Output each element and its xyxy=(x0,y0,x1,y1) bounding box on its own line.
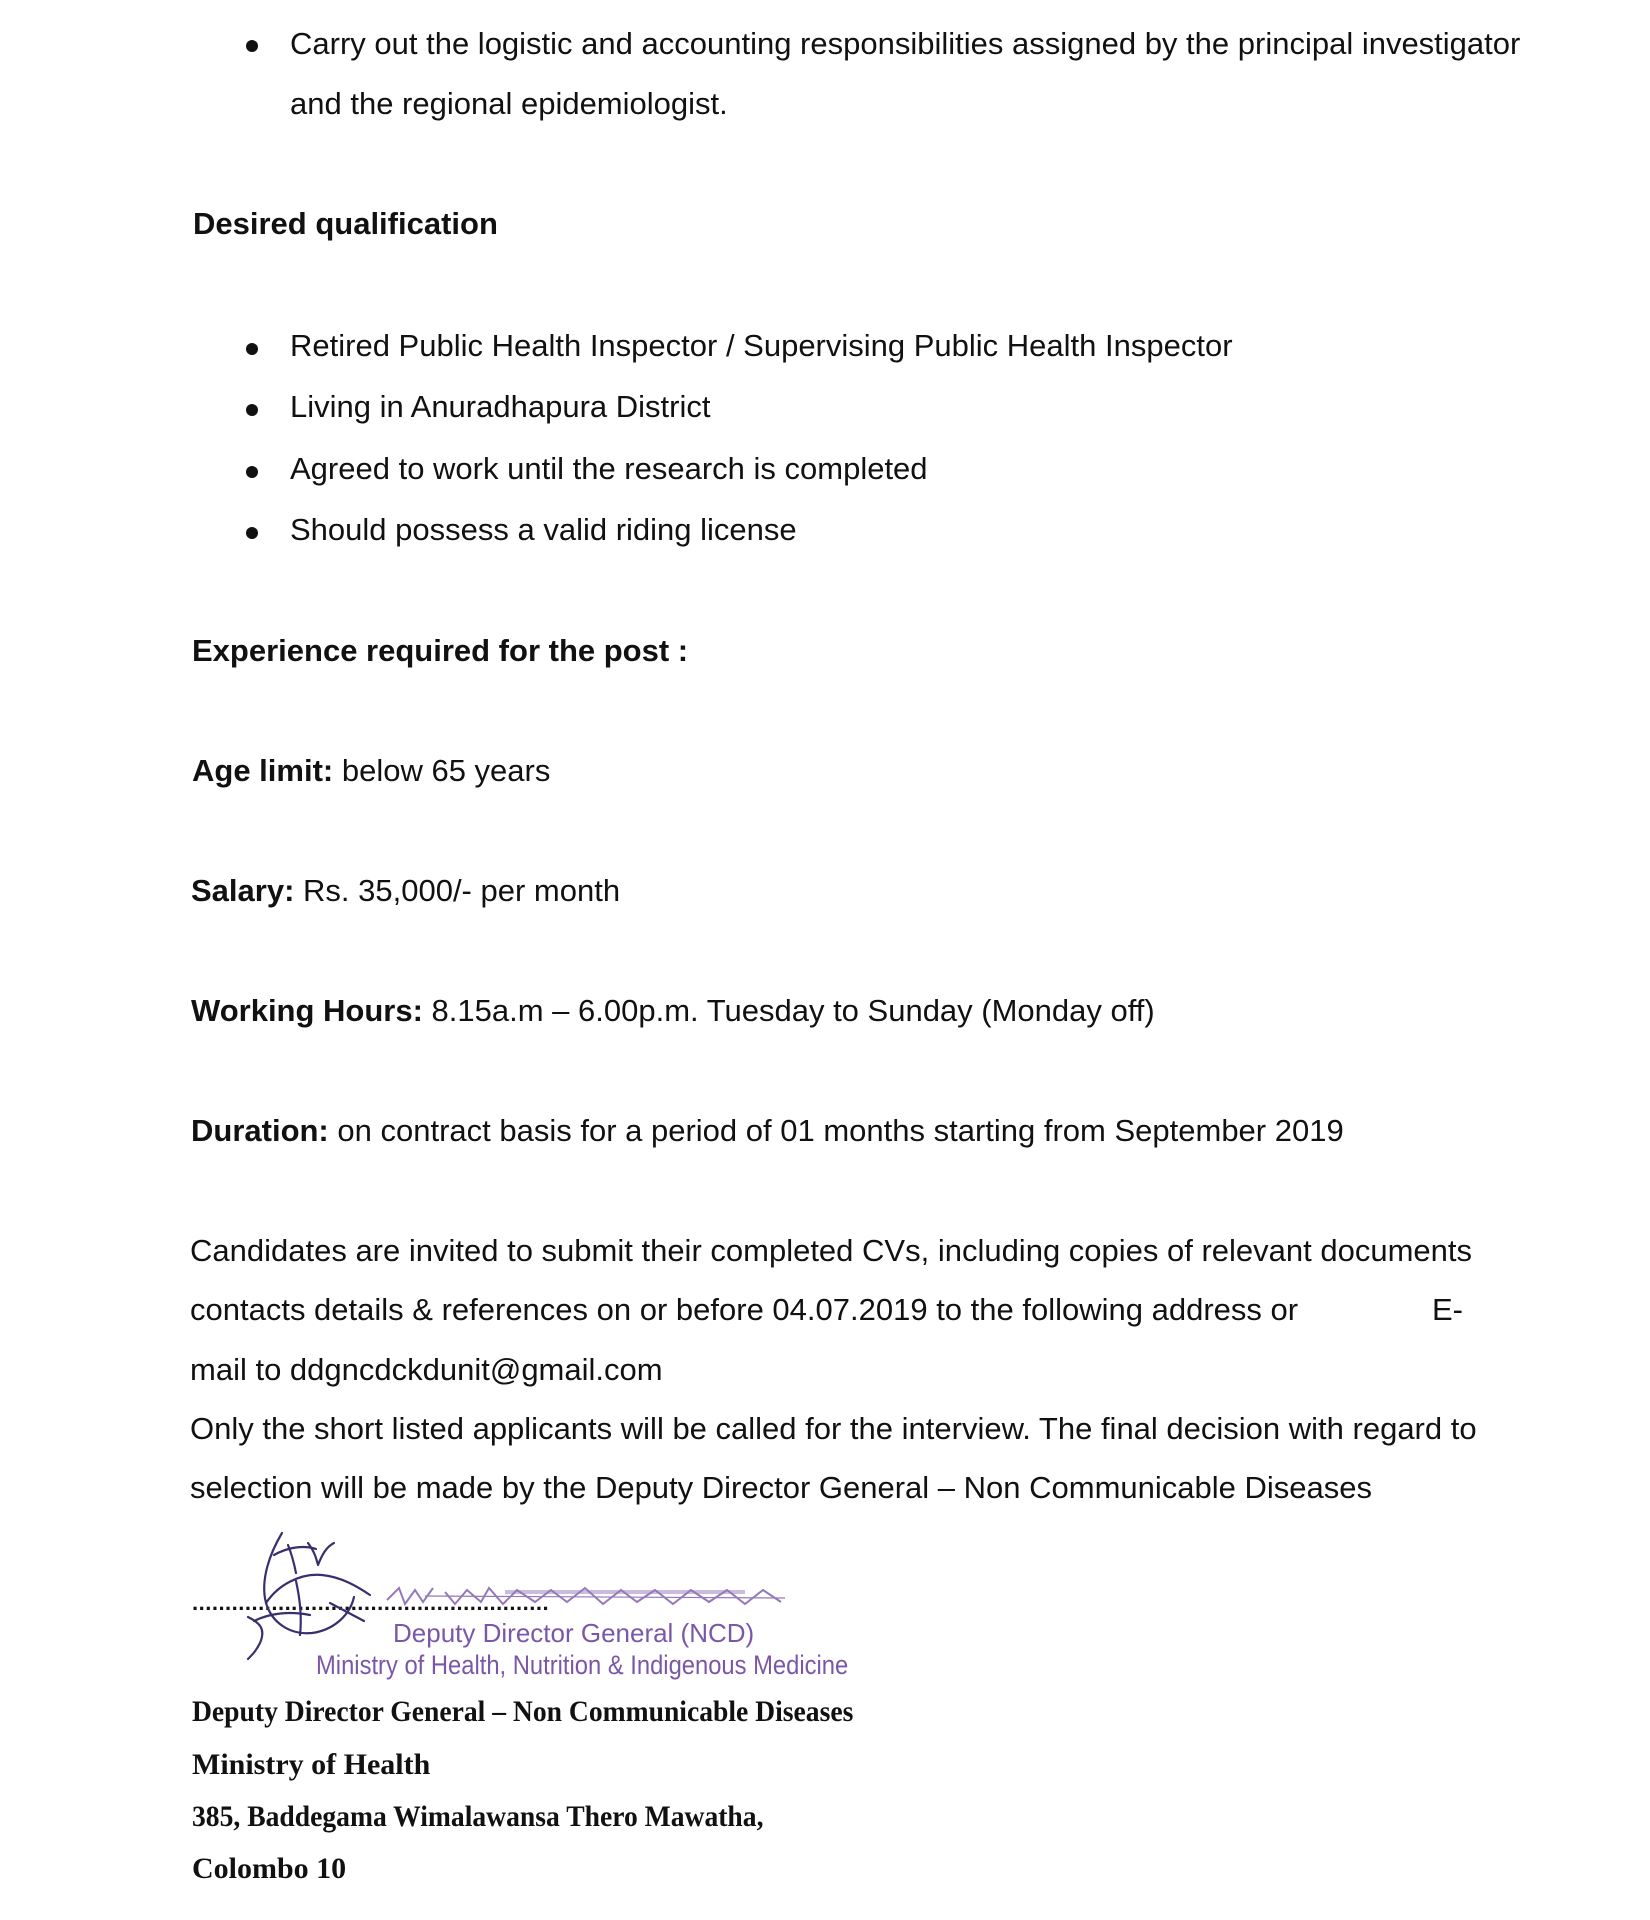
address-line-2: Ministry of Health xyxy=(192,1748,431,1781)
signature-line: ...................................................... xyxy=(192,1590,550,1615)
stamp-line-1: Deputy Director General (NCD) xyxy=(393,1618,755,1648)
address-line-1: Deputy Director General – Non Communicable Diseases xyxy=(192,1695,854,1728)
age-limit-label: Age limit: xyxy=(192,753,334,788)
application-line-5: selection will be made by the Deputy Director General – Non Communicable Diseases xyxy=(190,1470,1372,1505)
qualification-item: Living in Anuradhapura District xyxy=(290,389,711,424)
working-hours-value: 8.15a.m – 6.00p.m. Tuesday to Sunday (Monday off) xyxy=(422,993,1155,1028)
qualification-item: Should possess a valid riding license xyxy=(290,512,797,547)
responsibility-line-1: Carry out the logistic and accounting responsibilities assigned by the principal investigator xyxy=(290,26,1521,61)
bullet-icon xyxy=(246,343,258,355)
age-limit-value: below 65 years xyxy=(333,753,551,788)
salary-value: Rs. 35,000/- per month xyxy=(294,873,621,908)
duration-value: on contract basis for a period of 01 months starting from September 2019 xyxy=(328,1113,1344,1148)
stamp-line-2: Ministry of Health, Nutrition & Indigenous Medicine xyxy=(316,1650,849,1680)
salary-label: Salary: xyxy=(191,873,295,908)
bullet-icon xyxy=(246,40,258,52)
working-hours-row xyxy=(191,993,1155,1029)
salary-row xyxy=(191,873,620,909)
application-email-line: mail to ddgncdckdunit@gmail.com xyxy=(190,1352,663,1387)
handwritten-signature xyxy=(230,1525,390,1665)
duration-row xyxy=(191,1113,1344,1149)
application-line-2: contacts details & references on or before 04.07.2019 to the following address or xyxy=(190,1292,1299,1327)
duration-label: Duration: xyxy=(191,1113,329,1148)
application-line-2-end: E- xyxy=(1432,1292,1463,1327)
stamp-scribble xyxy=(385,1582,795,1612)
age-limit-row xyxy=(192,753,550,789)
bullet-icon xyxy=(246,466,258,478)
bullet-icon xyxy=(246,527,258,539)
experience-heading: Experience required for the post : xyxy=(192,633,689,668)
working-hours-label: Working Hours: xyxy=(191,993,423,1028)
qualification-heading: Desired qualification xyxy=(193,206,498,241)
qualification-item: Agreed to work until the research is completed xyxy=(290,451,928,486)
application-line-1: Candidates are invited to submit their completed CVs, including copies of relevant documents xyxy=(190,1233,1473,1268)
application-line-4: Only the short listed applicants will be called for the interview. The final decision with regard to xyxy=(190,1411,1477,1446)
qualification-item: Retired Public Health Inspector / Supervising Public Health Inspector xyxy=(290,328,1233,363)
bullet-icon xyxy=(246,404,258,416)
address-line-3: 385, Baddegama Wimalawansa Thero Mawatha, xyxy=(192,1800,764,1833)
address-line-4: Colombo 10 xyxy=(192,1852,347,1885)
responsibility-line-2: and the regional epidemiologist. xyxy=(290,86,728,121)
